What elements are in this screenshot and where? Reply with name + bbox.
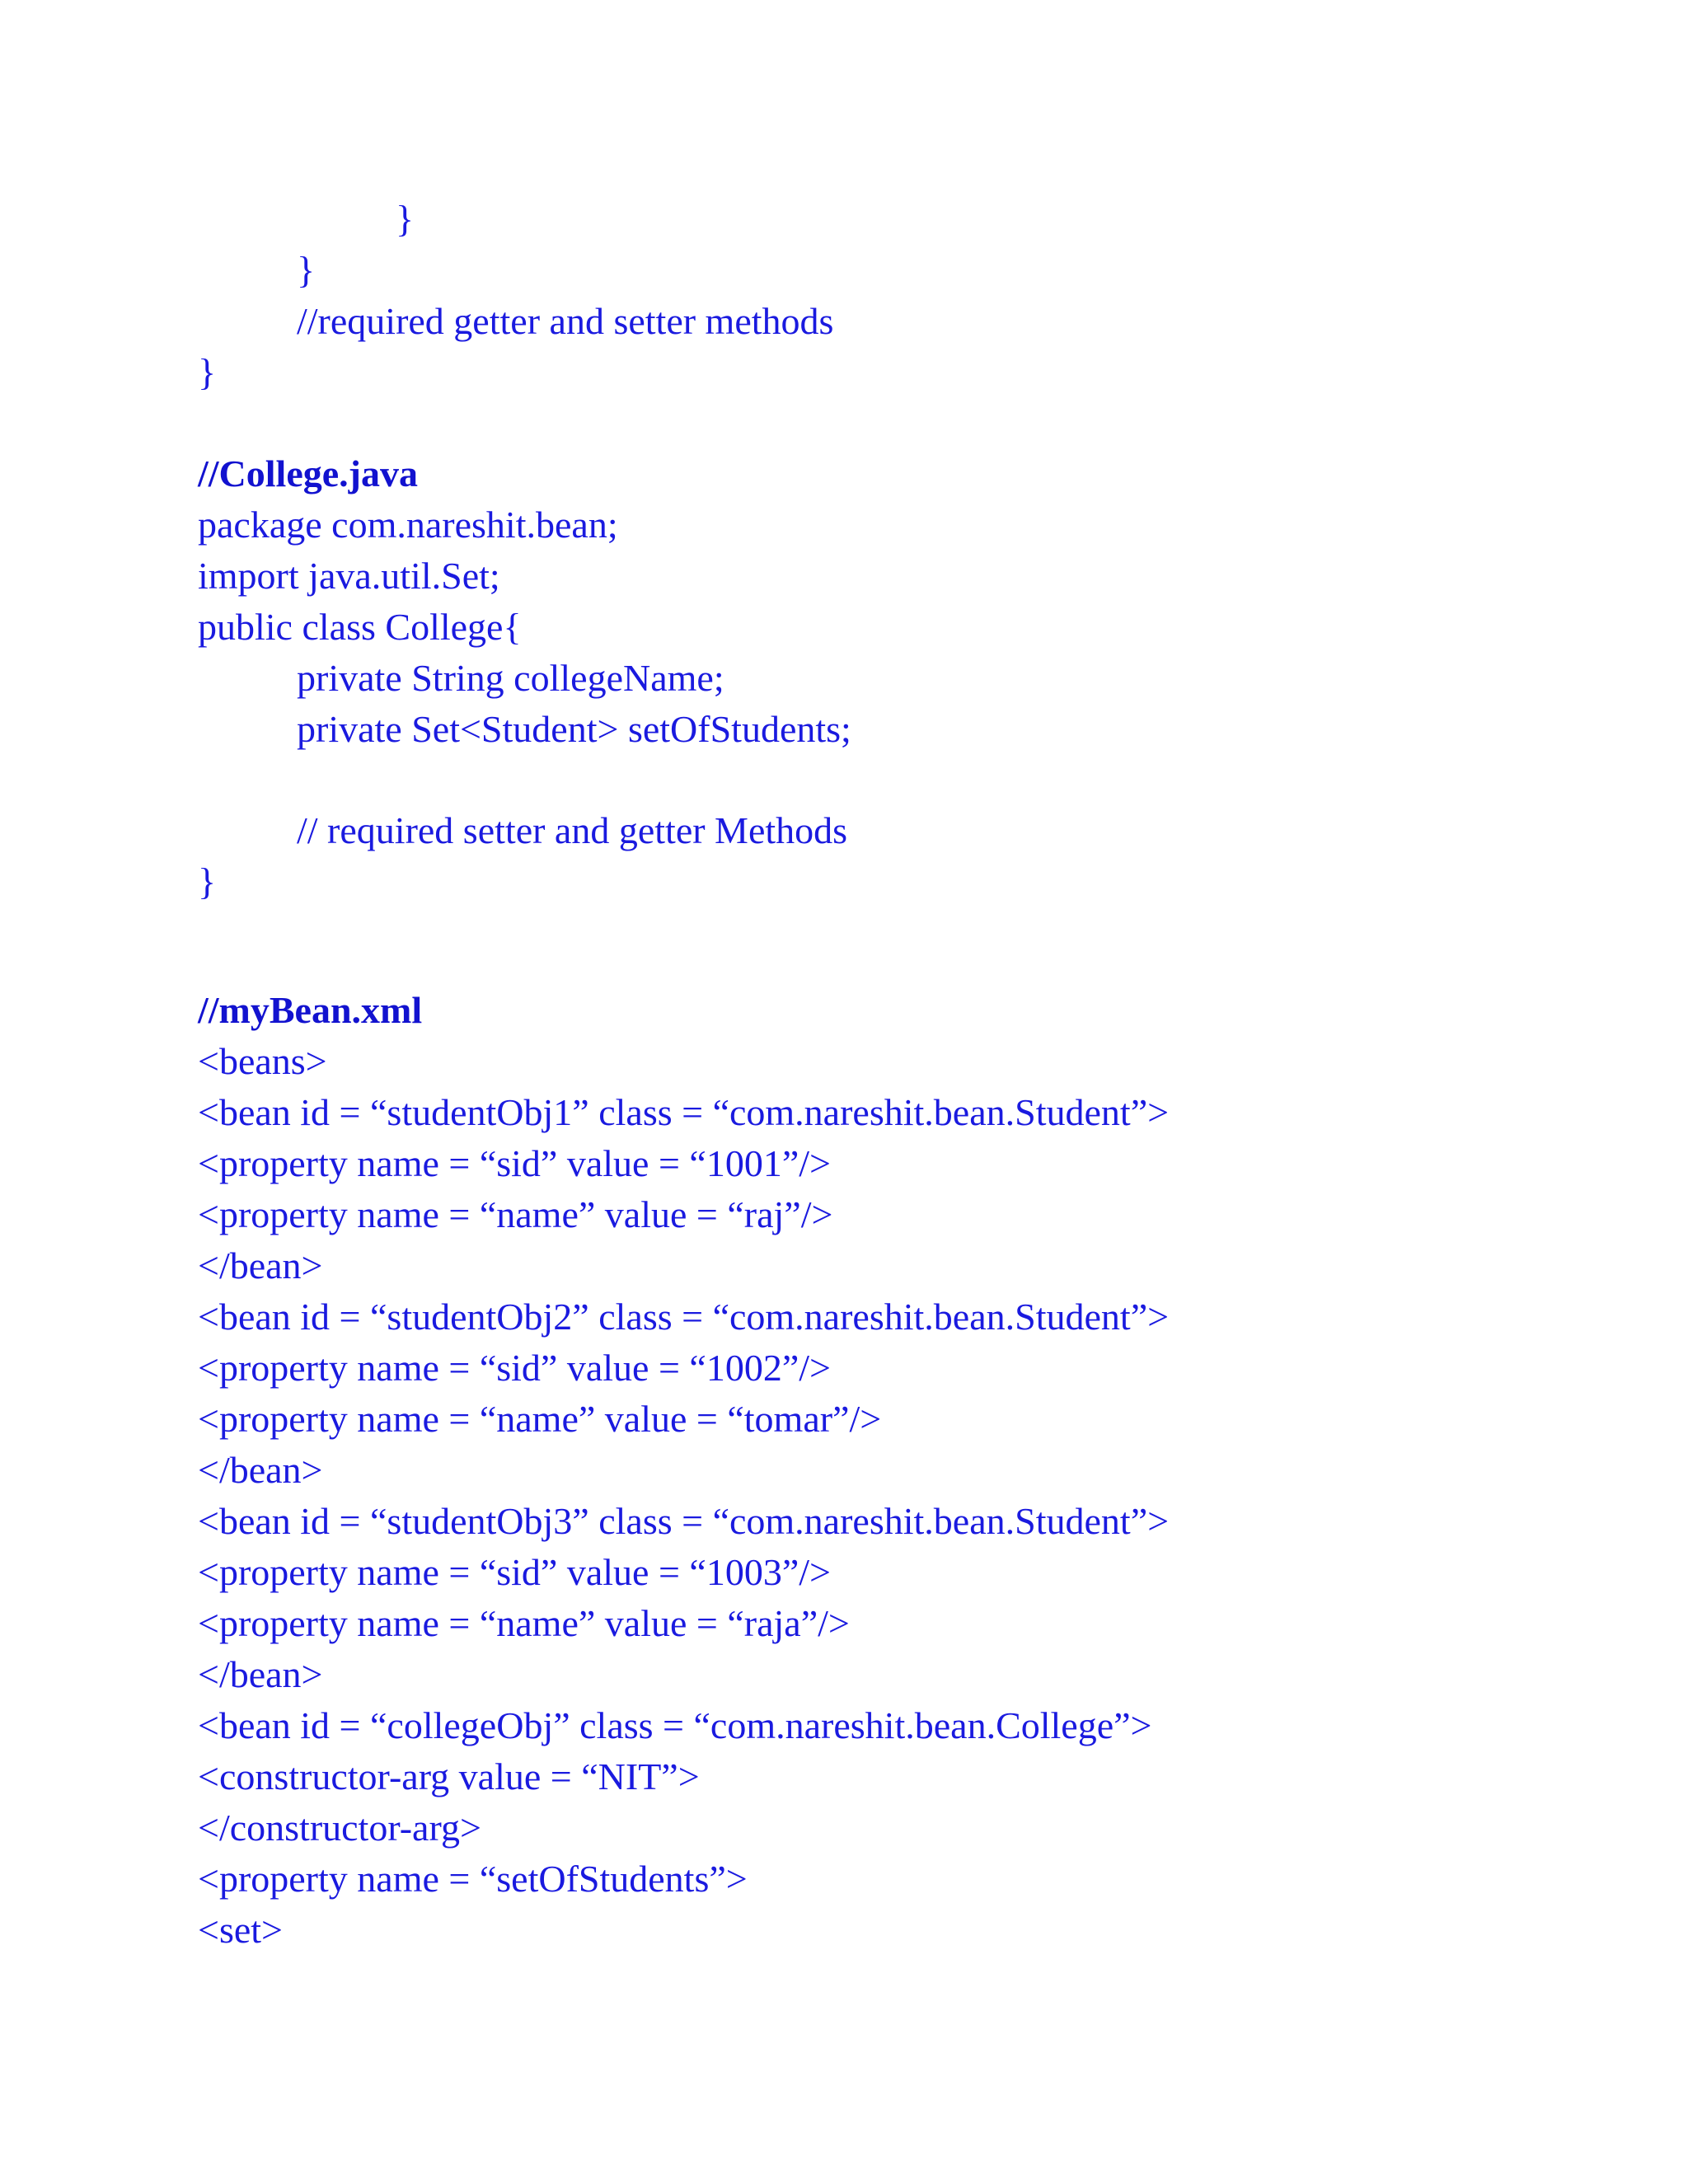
- code-line-closing-brace: }: [297, 249, 316, 291]
- code-line-package: package com.nareshit.bean;: [198, 504, 618, 546]
- xml-line: <property name = “name” value = “tomar”/>: [198, 1398, 882, 1440]
- file-heading-college-java: //College.java: [198, 452, 418, 494]
- xml-line: <bean id = “collegeObj” class = “com.nareshit.bean.College”>: [198, 1704, 1152, 1746]
- xml-line: <beans>: [198, 1040, 327, 1082]
- code-comment-line: // required setter and getter Methods: [297, 809, 848, 851]
- code-line-closing-brace: }: [198, 860, 217, 902]
- xml-line: <property name = “name” value = “raj”/>: [198, 1193, 833, 1235]
- xml-line: <property name = “sid” value = “1001”/>: [198, 1142, 831, 1184]
- code-line-import: import java.util.Set;: [198, 555, 500, 597]
- xml-line: </bean>: [198, 1244, 323, 1286]
- xml-line: <bean id = “studentObj3” class = “com.nareshit.bean.Student”>: [198, 1500, 1170, 1542]
- file-heading-mybean-xml: //myBean.xml: [198, 989, 423, 1031]
- xml-line: <constructor-arg value = “NIT”>: [198, 1755, 700, 1797]
- code-line-class-declaration: public class College{: [198, 606, 522, 648]
- code-line-closing-brace: }: [198, 351, 217, 393]
- code-line-field: private Set<Student> setOfStudents;: [297, 708, 851, 750]
- xml-line: <bean id = “studentObj2” class = “com.nareshit.bean.Student”>: [198, 1296, 1170, 1338]
- xml-line: <property name = “sid” value = “1002”/>: [198, 1347, 831, 1389]
- xml-line: <property name = “name” value = “raja”/>: [198, 1602, 850, 1644]
- code-line-field: private String collegeName;: [297, 657, 724, 699]
- xml-line: </constructor-arg>: [198, 1807, 481, 1849]
- xml-line: <bean id = “studentObj1” class = “com.nareshit.bean.Student”>: [198, 1091, 1170, 1133]
- xml-line: </bean>: [198, 1653, 323, 1695]
- code-line-closing-brace: }: [396, 198, 415, 240]
- xml-line: <property name = “sid” value = “1003”/>: [198, 1551, 831, 1593]
- xml-line: </bean>: [198, 1449, 323, 1491]
- code-comment-line: //required getter and setter methods: [297, 300, 834, 342]
- xml-line: <property name = “setOfStudents”>: [198, 1858, 748, 1900]
- xml-line: <set>: [198, 1909, 283, 1951]
